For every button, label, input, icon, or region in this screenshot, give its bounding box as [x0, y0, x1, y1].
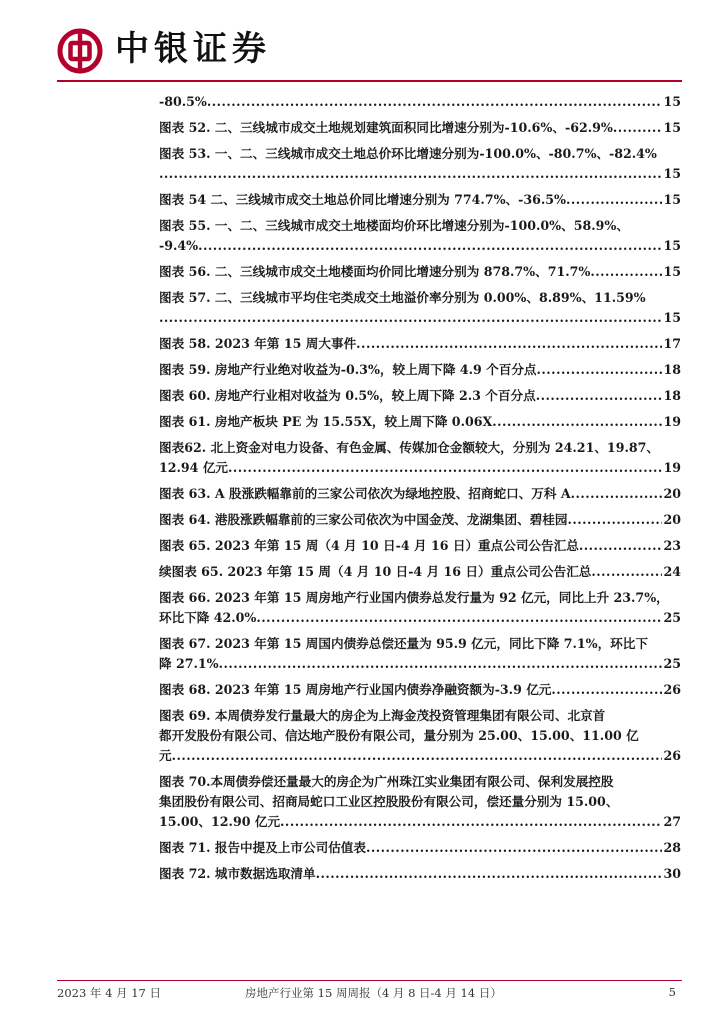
- dot-leader: [568, 510, 663, 530]
- dot-leader: [536, 386, 663, 406]
- toc-entry-title: 图表 67. 2023 年第 15 周国内债券总偿还量为 95.9 亿元，同比下降 7.1%，环比下: [159, 636, 648, 651]
- page-header: [57, 24, 677, 74]
- toc-entry-page: 18: [663, 388, 681, 403]
- toc-entry[interactable]: [159, 360, 681, 380]
- toc-entry-title: 图表 52. 二、三线城市成交土地规划建筑面积同比增速分别为-10.6%、-62.9%: [159, 120, 613, 135]
- toc-entry-page: 26: [663, 682, 681, 697]
- dot-leader: [316, 864, 663, 884]
- toc-entry-title-cont: -9.4%: [159, 238, 199, 253]
- toc-entry[interactable]: [159, 706, 681, 766]
- dot-leader: [207, 92, 663, 112]
- toc-entry[interactable]: [159, 190, 681, 210]
- toc-entry-title: 图表 57. 二、三线城市平均住宅类成交土地溢价率分别为 0.00%、8.89%、11.59%: [159, 290, 646, 305]
- toc-entry-title: 图表 55. 一、二、三线城市成交土地楼面均价环比增速分别为-100.0%、58.9%、: [159, 218, 629, 233]
- toc-entry[interactable]: [159, 772, 681, 832]
- toc-entry-page: 15: [663, 120, 681, 135]
- toc-entry-page: 27: [663, 814, 681, 829]
- toc-entry[interactable]: [159, 118, 681, 138]
- toc-entry[interactable]: [159, 562, 681, 582]
- toc-entry[interactable]: [159, 144, 681, 184]
- dot-leader: [280, 812, 662, 832]
- dot-leader: [159, 308, 662, 328]
- toc-entry-title-cont: 降 27.1%: [159, 656, 219, 671]
- dot-leader: [591, 562, 662, 582]
- toc-entry[interactable]: [159, 386, 681, 406]
- toc-entry-title: 图表 59. 房地产行业绝对收益为-0.3%，较上周下降 4.9 个百分点: [159, 362, 537, 377]
- toc-entry-page: 20: [663, 512, 681, 527]
- toc-entry-title: 图表62. 北上资金对电力设备、有色金属、传媒加仓金额较大，分别为 24.21、19.87、: [159, 440, 659, 455]
- toc-entry-title: 图表 66. 2023 年第 15 周房地产行业国内债券总发行量为 92 亿元，同比上升 23.7%，: [159, 590, 669, 605]
- brand-name: 中银证券: [115, 29, 271, 69]
- dot-leader: [571, 484, 663, 504]
- toc-entry-title: 图表 58. 2023 年第 15 周大事件: [159, 336, 357, 351]
- dot-leader: [566, 190, 662, 210]
- dot-leader: [579, 536, 663, 556]
- footer-report-title: 房地产行业第 15 周周报（4 月 8 日-4 月 14 日）: [245, 986, 502, 1000]
- dot-leader: [590, 262, 662, 282]
- toc-entry-title: 图表 63. A 股涨跌幅靠前的三家公司依次为绿地控股、招商蛇口、万科 A: [159, 486, 571, 501]
- toc-entry[interactable]: [159, 838, 681, 858]
- toc-entry-page: 15: [663, 94, 681, 109]
- toc-entry-page: 28: [663, 840, 681, 855]
- toc-entry-page: 25: [663, 656, 681, 671]
- toc-entry-title-cont: 环比下降 42.0%: [159, 610, 257, 625]
- toc-entry-page: 19: [663, 414, 681, 429]
- toc-entry[interactable]: [159, 634, 681, 674]
- page-number: 5: [668, 985, 676, 999]
- toc-entry-title: 图表 54 二、三线城市成交土地总价同比增速分别为 774.7%、-36.5%: [159, 192, 567, 207]
- toc-entry[interactable]: [159, 334, 681, 354]
- dot-leader: [159, 164, 662, 184]
- bank-of-china-logo-icon: [57, 28, 103, 74]
- toc-entry-title: 图表 65. 2023 年第 15 周（4 月 10 日-4 月 16 日）重点公司公告汇总: [159, 538, 579, 553]
- toc-entry[interactable]: [159, 484, 681, 504]
- toc-entry-title-cont: 都开发股份有限公司、信达地产股份有限公司，量分别为 25.00、15.00、11.00 亿: [159, 728, 639, 743]
- toc-entry-title: 图表 60. 房地产行业相对收益为 0.5%，较上周下降 2.3 个百分点: [159, 388, 536, 403]
- toc-entry[interactable]: [159, 262, 681, 282]
- dot-leader: [356, 334, 662, 354]
- toc-entry[interactable]: [159, 438, 681, 478]
- toc-entry[interactable]: [159, 588, 681, 628]
- toc-entry-page: 25: [663, 610, 681, 625]
- toc-entry[interactable]: [159, 412, 681, 432]
- toc-entry-page: 15: [663, 238, 681, 253]
- toc-entry-page: 15: [663, 192, 681, 207]
- dot-leader: [537, 360, 663, 380]
- toc-entry-title: 图表 53. 一、二、三线城市成交土地总价环比增速分别为-100.0%、-80.7%、-82.4%: [159, 146, 657, 161]
- toc-entry-page: 23: [663, 538, 681, 553]
- toc-entry-page: 19: [663, 460, 681, 475]
- dot-leader: [219, 654, 663, 674]
- toc-entry-title: 图表 70.本周债券偿还量最大的房企为广州珠江实业集团有限公司、保利发展控股: [159, 774, 614, 789]
- dot-leader: [256, 608, 662, 628]
- toc-entry-title: 图表 71. 报告中提及上市公司估值表: [159, 840, 366, 855]
- toc-entry-title: 图表 68. 2023 年第 15 周房地产行业国内债券净融资额为-3.9 亿元: [159, 682, 552, 697]
- toc-entry-page: 17: [663, 336, 681, 351]
- dot-leader: [551, 680, 662, 700]
- toc-entry-title-cont: 元: [159, 748, 172, 763]
- toc-entry-page: 24: [663, 564, 681, 579]
- toc-entry[interactable]: [159, 510, 681, 530]
- toc-entry-title: 图表 69. 本周债券发行量最大的房企为上海金茂投资管理集团有限公司、北京首: [159, 708, 606, 723]
- toc-entry-title: 图表 64. 港股涨跌幅靠前的三家公司依次为中国金茂、龙湖集团、碧桂园: [159, 512, 568, 527]
- toc-entry-page: 26: [663, 748, 681, 763]
- toc-entry[interactable]: [159, 536, 681, 556]
- header-divider: [57, 80, 682, 82]
- table-of-figures: [159, 92, 681, 890]
- toc-entry-title-cont: 15.00、12.90 亿元: [159, 814, 281, 829]
- toc-entry-title: -80.5%: [159, 94, 207, 109]
- toc-entry-page: 30: [663, 866, 681, 881]
- toc-entry[interactable]: [159, 216, 681, 256]
- toc-entry-title-cont: 集团股份有限公司、招商局蛇口工业区控股股份有限公司，偿还量分别为 15.00、: [159, 794, 619, 809]
- toc-entry-title: 图表 56. 二、三线城市成交土地楼面均价同比增速分别为 878.7%、71.7%: [159, 264, 591, 279]
- toc-entry[interactable]: [159, 92, 681, 112]
- toc-entry[interactable]: [159, 864, 681, 884]
- toc-entry-page: 15: [663, 264, 681, 279]
- toc-entry-title-cont: 12.94 亿元: [159, 460, 229, 475]
- dot-leader: [172, 746, 663, 766]
- dot-leader: [366, 838, 662, 858]
- toc-entry-page: 15: [663, 166, 681, 181]
- toc-entry-page: 20: [663, 486, 681, 501]
- dot-leader: [492, 412, 662, 432]
- dot-leader: [228, 458, 662, 478]
- toc-entry-page: 18: [663, 362, 681, 377]
- footer-divider: [57, 980, 682, 981]
- dot-leader: [613, 118, 663, 138]
- dot-leader: [198, 236, 662, 256]
- toc-entry[interactable]: [159, 680, 681, 700]
- toc-entry-page: 15: [663, 310, 681, 325]
- footer-date: 2023 年 4 月 17 日: [57, 986, 161, 1000]
- toc-entry[interactable]: [159, 288, 681, 328]
- toc-entry-title: 图表 61. 房地产板块 PE 为 15.55X，较上周下降 0.06X: [159, 414, 493, 429]
- toc-entry-title: 图表 72. 城市数据选取清单: [159, 866, 316, 881]
- toc-entry-title: 续图表 65. 2023 年第 15 周（4 月 10 日-4 月 16 日）重点公司公告汇总: [159, 564, 592, 579]
